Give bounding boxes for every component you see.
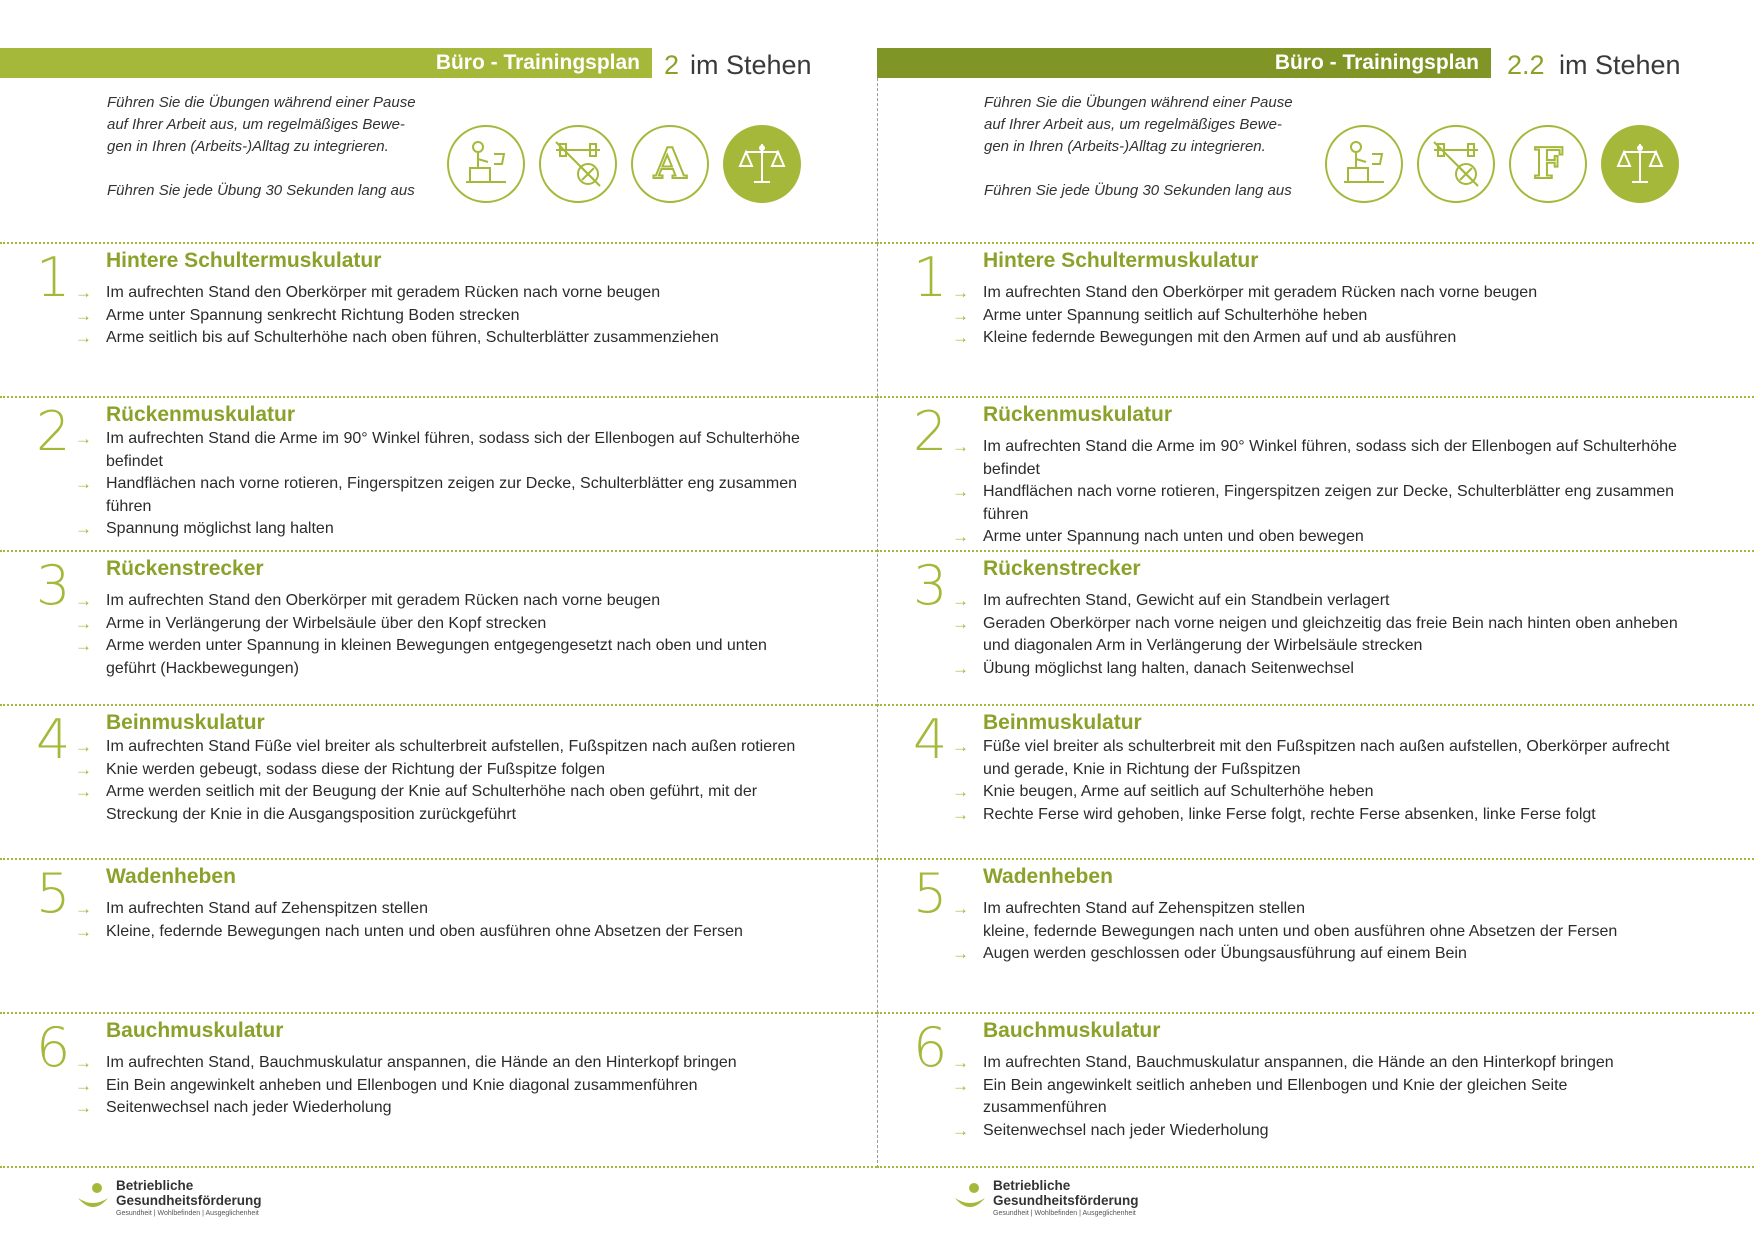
list-item: → Im aufrechten Stand, Bauchmuskulatur anspannen, die Hände an den Hinterkopf bringen bbox=[983, 1052, 1683, 1075]
list-item: → Handflächen nach vorne rotieren, Fingerspitzen zeigen zur Decke, Schulterblätter eng zusammen führen bbox=[75, 474, 798, 515]
list-item: → Knie beugen, Arme auf seitlich auf Schulterhöhe heben bbox=[983, 781, 1683, 804]
section-number: 4 bbox=[913, 708, 948, 771]
section-number: 6 bbox=[913, 1016, 948, 1079]
list-item: → Seitenwechsel nach jeder Wiederholung bbox=[983, 1120, 1683, 1143]
section-number: 4 bbox=[36, 708, 71, 771]
list-item: → Spannung möglichst lang halten bbox=[106, 518, 806, 541]
no-weights-icon bbox=[539, 125, 617, 203]
balance-scale-icon bbox=[723, 125, 801, 203]
desk-sitting-icon bbox=[447, 125, 525, 203]
section-title: Wadenheben bbox=[983, 865, 1113, 888]
section-number: 2 bbox=[913, 400, 948, 463]
exercise-section bbox=[877, 704, 1754, 856]
section-number: 1 bbox=[913, 246, 948, 309]
section-title: Bauchmuskulatur bbox=[983, 1019, 1161, 1042]
exercise-section bbox=[0, 396, 877, 548]
list-item: → Arme seitlich bis auf Schulterhöhe nach oben führen, Schulterblätter zusammenziehen bbox=[106, 327, 806, 350]
section-title: Beinmuskulatur bbox=[983, 711, 1142, 734]
arrow-icon: → bbox=[952, 737, 969, 756]
section-title: Hintere Schultermuskulatur bbox=[106, 249, 382, 272]
arrow-icon: → bbox=[75, 899, 92, 918]
plan-subtitle: im Stehen bbox=[1559, 50, 1681, 80]
no-weights-icon bbox=[1417, 125, 1495, 203]
list-item: → Im aufrechten Stand, Gewicht auf ein Standbein verlagert bbox=[983, 590, 1683, 613]
instruction-list bbox=[75, 590, 806, 680]
arrow-icon: → bbox=[952, 305, 969, 325]
arrow-icon: → bbox=[952, 437, 969, 456]
section-number: 3 bbox=[913, 554, 948, 617]
exercise-section bbox=[877, 1012, 1754, 1164]
arrow-icon: → bbox=[952, 527, 969, 546]
arrow-icon: → bbox=[75, 1053, 92, 1072]
list-item: → Arme unter Spannung nach unten und oben bewegen bbox=[983, 526, 1683, 549]
intro-line: Führen Sie jede Übung 30 Sekunden lang aus bbox=[984, 182, 1292, 199]
arrow-icon: → bbox=[75, 921, 92, 941]
list-item: → Arme in Verlängerung der Wirbelsäule über den Kopf strecken bbox=[106, 613, 806, 636]
list-item: kleine, federnde Bewegungen nach unten und oben ausführen ohne Absetzen der Fersen bbox=[983, 922, 1618, 940]
instruction-list bbox=[75, 428, 806, 541]
intro-line: gen in Ihren (Arbeits-)Alltag zu integrieren. bbox=[107, 138, 389, 155]
list-item: → Augen werden geschlossen oder Übungsausführung auf einem Bein bbox=[983, 943, 1683, 966]
balance-scale-icon bbox=[1601, 125, 1679, 203]
instruction-list bbox=[952, 898, 1683, 966]
instruction-list bbox=[952, 736, 1683, 826]
exercise-section bbox=[0, 1012, 877, 1164]
exercise-section bbox=[877, 550, 1754, 702]
arrow-icon: → bbox=[75, 613, 92, 633]
arrow-icon: → bbox=[75, 328, 92, 347]
logo-tagline: Gesundheit | Wohlbefinden | Ausgeglichenheit bbox=[993, 1210, 1136, 1217]
intro-line: Führen Sie die Übungen während einer Pause bbox=[984, 94, 1293, 111]
list-item: → Ein Bein angewinkelt anheben und Ellenbogen und Knie diagonal zusammenführen bbox=[106, 1075, 806, 1098]
letter-badge-icon bbox=[631, 125, 709, 203]
list-item: → Geraden Oberkörper nach vorne neigen und gleichzeitig das freie Bein nach hinten oben anheben und diagonalen Arm in Verlängerung der Wirbelsäule strecken bbox=[952, 613, 1678, 654]
header-title: Büro - Trainingsplan bbox=[1274, 51, 1479, 74]
instruction-list bbox=[952, 282, 1683, 350]
arrow-icon: → bbox=[952, 1053, 969, 1072]
section-number: 5 bbox=[913, 862, 948, 925]
list-item: → Im aufrechten Stand die Arme im 90° Winkel führen, sodass sich der Ellenbogen auf Schulterhöhe befindet bbox=[952, 437, 1677, 478]
exercise-section bbox=[877, 858, 1754, 1010]
exercise-section bbox=[0, 704, 877, 856]
instruction-list bbox=[75, 898, 806, 943]
intro-line: gen in Ihren (Arbeits-)Alltag zu integrieren. bbox=[984, 138, 1266, 155]
arrow-icon: → bbox=[75, 474, 92, 493]
instruction-list bbox=[952, 436, 1683, 549]
header-bar bbox=[877, 48, 1491, 78]
arrow-icon: → bbox=[75, 1075, 92, 1095]
footer-logo bbox=[951, 1178, 1151, 1218]
arrow-icon: → bbox=[952, 591, 969, 610]
plan-number: 2 bbox=[664, 50, 680, 80]
instruction-list bbox=[75, 736, 806, 826]
list-item: → Kleine, federnde Bewegungen nach unten und oben ausführen ohne Absetzen der Fersen bbox=[106, 921, 806, 944]
arrow-icon: → bbox=[75, 305, 92, 325]
section-number: 2 bbox=[36, 400, 71, 463]
list-item: → Im aufrechten Stand auf Zehenspitzen stellen bbox=[106, 898, 806, 921]
section-title: Hintere Schultermuskulatur bbox=[983, 249, 1259, 272]
arrow-icon: → bbox=[75, 591, 92, 610]
section-title: Rückenmuskulatur bbox=[983, 403, 1173, 426]
intro-line: auf Ihrer Arbeit aus, um regelmäßiges Bewe- bbox=[107, 116, 405, 133]
logo-text-line1: Betriebliche bbox=[993, 1178, 1071, 1193]
list-item: → Im aufrechten Stand auf Zehenspitzen stellen bbox=[983, 898, 1683, 921]
arrow-icon: → bbox=[952, 1075, 969, 1095]
list-item: → Übung möglichst lang halten, danach Seitenwechsel bbox=[983, 658, 1683, 681]
plan-number: 2.2 bbox=[1507, 50, 1545, 80]
section-number: 5 bbox=[36, 862, 71, 925]
logo-icon bbox=[76, 1180, 110, 1214]
arrow-icon: → bbox=[952, 658, 969, 678]
list-item: → Im aufrechten Stand die Arme im 90° Winkel führen, sodass sich der Ellenbogen auf Schulterhöhe befindet bbox=[75, 429, 800, 470]
section-title: Rückenmuskulatur bbox=[106, 403, 296, 426]
section-number: 3 bbox=[36, 554, 71, 617]
exercise-section bbox=[0, 550, 877, 702]
arrow-icon: → bbox=[75, 1098, 92, 1117]
arrow-icon: → bbox=[952, 782, 969, 801]
section-title: Rückenstrecker bbox=[983, 557, 1141, 580]
intro-line: Führen Sie die Übungen während einer Pause bbox=[107, 94, 416, 111]
header-bar bbox=[0, 48, 652, 78]
arrow-icon: → bbox=[952, 1120, 969, 1140]
list-item: → Arme werden seitlich mit der Beugung der Knie auf Schulterhöhe nach oben geführt, mit der Streckung der Knie in die Ausgangsposition zurückgeführt bbox=[75, 782, 758, 823]
badge-letter: F bbox=[1533, 139, 1563, 188]
exercise-section bbox=[0, 242, 877, 394]
intro-line: Führen Sie jede Übung 30 Sekunden lang aus bbox=[107, 182, 415, 199]
arrow-icon: → bbox=[75, 737, 92, 756]
arrow-icon: → bbox=[952, 328, 969, 347]
list-item: → Im aufrechten Stand Füße viel breiter als schulterbreit aufstellen, Fußspitzen nach außen rotieren bbox=[106, 736, 806, 759]
arrow-icon: → bbox=[75, 429, 92, 448]
list-item: → Rechte Ferse wird gehoben, linke Ferse folgt, rechte Ferse absenken, linke Ferse folgt bbox=[983, 804, 1683, 827]
section-number: 1 bbox=[36, 246, 71, 309]
arrow-icon: → bbox=[75, 283, 92, 302]
list-item: → Im aufrechten Stand, Bauchmuskulatur anspannen, die Hände an den Hinterkopf bringen bbox=[106, 1052, 806, 1075]
section-title: Bauchmuskulatur bbox=[106, 1019, 284, 1042]
list-item: → Seitenwechsel nach jeder Wiederholung bbox=[106, 1097, 806, 1120]
instruction-list bbox=[75, 282, 806, 350]
letter-badge-icon bbox=[1509, 125, 1587, 203]
icon-row bbox=[1325, 125, 1679, 203]
list-item: → Knie werden gebeugt, sodass diese der Richtung der Fußspitze folgen bbox=[106, 759, 806, 782]
list-item: → Handflächen nach vorne rotieren, Fingerspitzen zeigen zur Decke, Schulterblätter eng zusammen führen bbox=[952, 482, 1675, 523]
arrow-icon: → bbox=[952, 613, 969, 633]
intro-line: auf Ihrer Arbeit aus, um regelmäßiges Bewe- bbox=[984, 116, 1282, 133]
list-item: → Arme werden unter Spannung in kleinen Bewegungen entgegengesetzt nach oben und unten geführt (Hackbewegungen) bbox=[75, 636, 767, 677]
intro-text bbox=[107, 92, 452, 202]
instruction-list bbox=[952, 1052, 1683, 1142]
badge-letter: A bbox=[653, 139, 687, 188]
section-divider bbox=[877, 1166, 1754, 1168]
section-number: 6 bbox=[36, 1016, 71, 1079]
exercise-section bbox=[877, 396, 1754, 548]
section-divider bbox=[0, 1166, 877, 1168]
logo-text-line1: Betriebliche bbox=[116, 1178, 194, 1193]
logo-text-line2: Gesundheitsförderung bbox=[993, 1193, 1139, 1208]
instruction-list bbox=[952, 590, 1683, 680]
intro-text bbox=[984, 92, 1329, 202]
desk-sitting-icon bbox=[1325, 125, 1403, 203]
exercise-section bbox=[877, 242, 1754, 394]
arrow-icon: → bbox=[952, 283, 969, 302]
list-item: → Arme unter Spannung seitlich auf Schulterhöhe heben bbox=[983, 305, 1683, 328]
logo-text-line2: Gesundheitsförderung bbox=[116, 1193, 262, 1208]
icon-row bbox=[447, 125, 801, 203]
section-title: Rückenstrecker bbox=[106, 557, 264, 580]
arrow-icon: → bbox=[75, 636, 92, 655]
list-item: → Im aufrechten Stand den Oberkörper mit geradem Rücken nach vorne beugen bbox=[106, 282, 806, 305]
exercise-section bbox=[0, 858, 877, 1010]
list-item: → Arme unter Spannung senkrecht Richtung Boden strecken bbox=[106, 305, 806, 328]
logo-icon bbox=[953, 1180, 987, 1214]
arrow-icon: → bbox=[75, 519, 92, 538]
section-title: Wadenheben bbox=[106, 865, 236, 888]
logo-tagline: Gesundheit | Wohlbefinden | Ausgeglichenheit bbox=[116, 1210, 259, 1217]
arrow-icon: → bbox=[952, 944, 969, 963]
header-title: Büro - Trainingsplan bbox=[435, 51, 640, 74]
list-item: → Kleine federnde Bewegungen mit den Armen auf und ab ausführen bbox=[983, 327, 1683, 350]
arrow-icon: → bbox=[952, 804, 969, 824]
right-page bbox=[877, 0, 1754, 1240]
instruction-list bbox=[75, 1052, 806, 1120]
footer-logo bbox=[74, 1178, 274, 1218]
list-item: → Im aufrechten Stand den Oberkörper mit geradem Rücken nach vorne beugen bbox=[106, 590, 806, 613]
section-title: Beinmuskulatur bbox=[106, 711, 265, 734]
list-item: → Im aufrechten Stand den Oberkörper mit geradem Rücken nach vorne beugen bbox=[983, 282, 1683, 305]
arrow-icon: → bbox=[75, 759, 92, 779]
list-item: → Ein Bein angewinkelt seitlich anheben und Ellenbogen und Knie der gleichen Seite zusammenführen bbox=[952, 1075, 1568, 1116]
arrow-icon: → bbox=[75, 782, 92, 801]
arrow-icon: → bbox=[952, 482, 969, 501]
plan-subtitle: im Stehen bbox=[690, 50, 812, 80]
list-item: → Füße viel breiter als schulterbreit mit den Fußspitzen nach außen aufstellen, Oberkörper aufrecht und gerade, Knie in Richtung der Fußspitzen bbox=[952, 737, 1670, 778]
arrow-icon: → bbox=[952, 899, 969, 918]
